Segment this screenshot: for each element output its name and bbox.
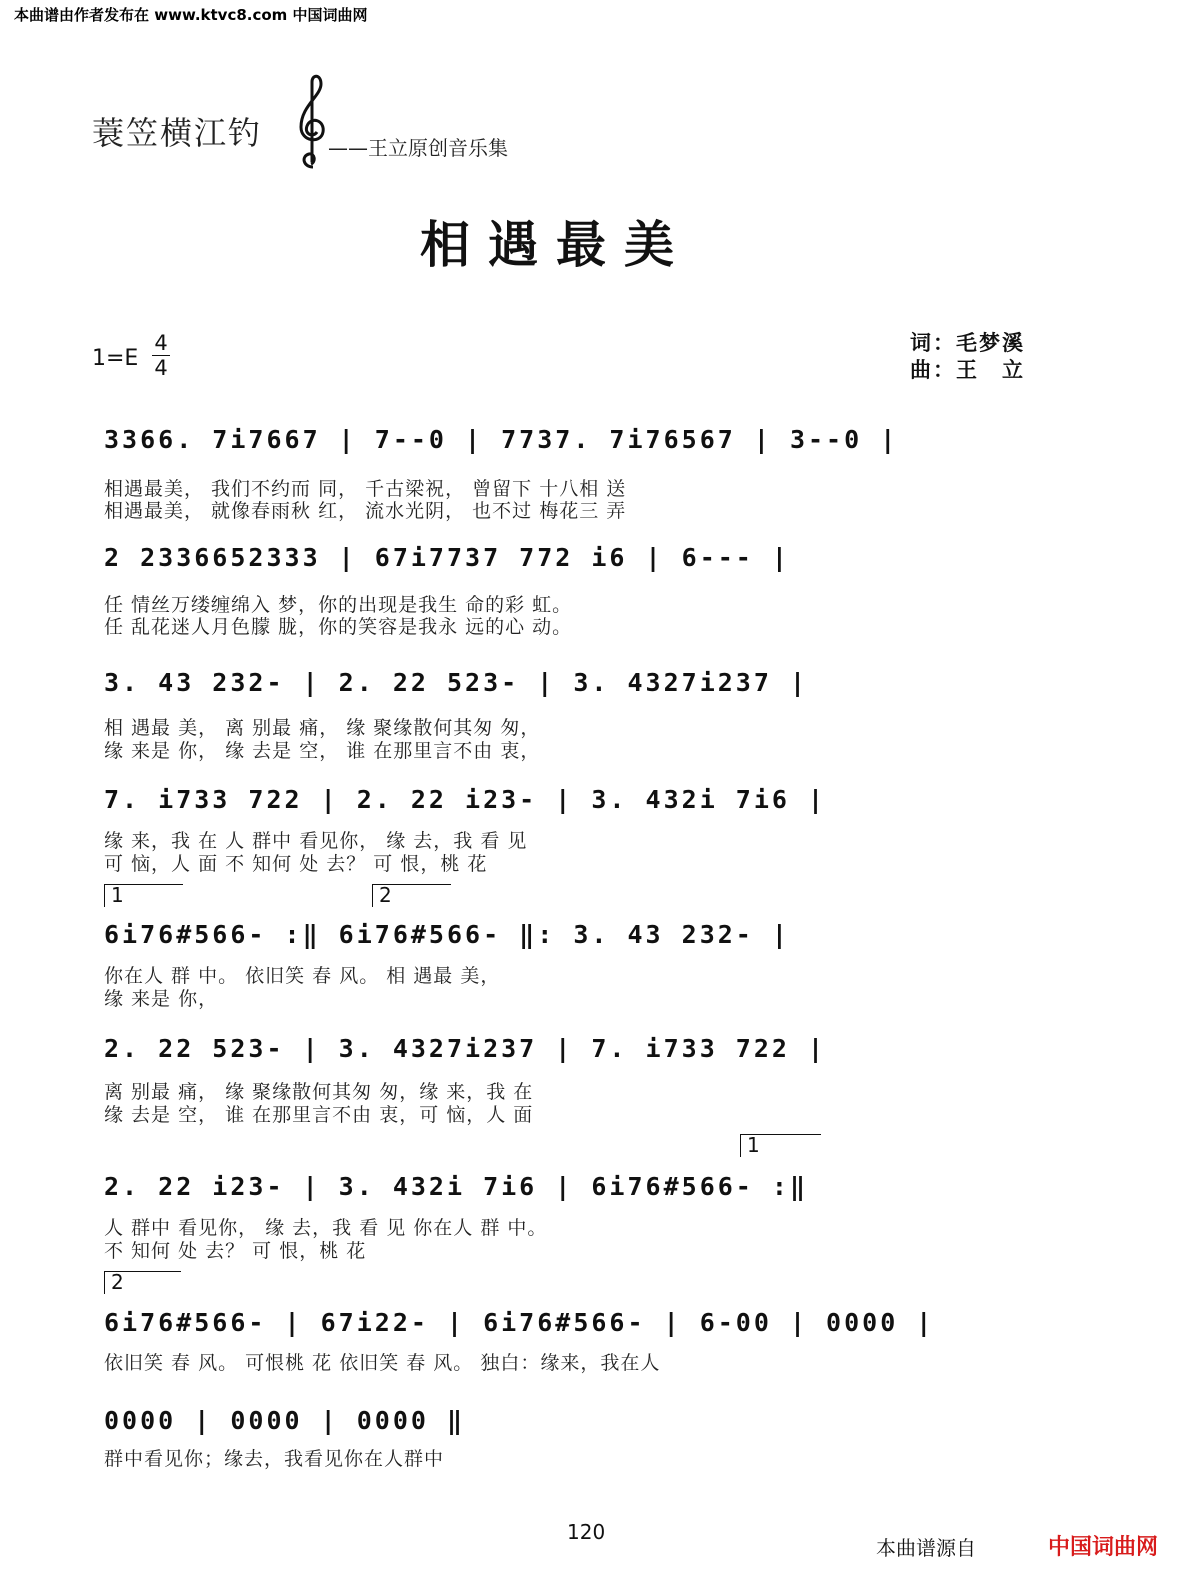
lyric-row-1-verse-2: 相遇最美， 就像春雨秋 红， 流水光阴， 也不过 梅花三 弄 (104, 500, 627, 522)
lyric-row-5-verse-1: 你在人 群 中。 依旧笑 春 风。 相 遇最 美， (104, 965, 501, 987)
volta-label: 1 (111, 883, 124, 907)
lyric-row-8-verse-1: 依旧笑 春 风。 可恨桃 花 依旧笑 春 风。 独白：缘来，我在人 (104, 1352, 661, 1374)
treble-clef-icon (295, 72, 329, 172)
notation-row-6: 2. 22 523- | 3. 4327i237 | 7. i733 722 | (104, 1034, 827, 1063)
lyric-row-2-verse-2: 任 乱花迷人月色朦 胧，你的笑容是我永 远的心 动。 (104, 616, 573, 638)
lyric-row-3-verse-1: 相 遇最 美， 离 别最 痛， 缘 聚缘散何其匆 匆， (104, 717, 541, 739)
notation-row-9: 0000 | 0000 | 0000 ‖ (104, 1406, 466, 1435)
notation-row-1: 3366. 7i7667 | 7--0 | 7737. 7i76567 | 3--0 | (104, 425, 899, 454)
lyricist-credit: 词：毛梦溪 (910, 330, 1025, 355)
book-subtitle: ——王立原创音乐集 (328, 136, 508, 160)
lyric-row-1-verse-1: 相遇最美， 我们不约而 同， 千古梁祝， 曾留下 十八相 送 (104, 478, 627, 500)
notation-row-5: 6i76#566- :‖ 6i76#566- ‖: 3. 43 232- | (104, 920, 790, 949)
time-signature-top: 4 (154, 331, 168, 355)
lyric-row-6-verse-2: 缘 去是 空， 谁 在那里言不由 衷，可 恼，人 面 (104, 1104, 534, 1126)
lyric-row-2-verse-1: 任 情丝万缕缠绵入 梦，你的出现是我生 命的彩 虹。 (104, 594, 573, 616)
site-logo-text[interactable]: 中国词曲网 (1048, 1535, 1159, 1560)
page-number: 120 (567, 1520, 606, 1544)
volta-label: 1 (747, 1133, 760, 1157)
notation-row-8: 6i76#566- | 67i22- | 6i76#566- | 6-00 | 0000 | (104, 1308, 935, 1337)
composer-credit: 曲：王 立 (910, 357, 1025, 382)
key-signature: 1=E (92, 346, 139, 371)
lyric-row-5-verse-2: 缘 来是 你， (104, 988, 219, 1010)
time-signature (152, 332, 170, 379)
first-ending-bracket-2 (740, 1134, 821, 1157)
publisher-note: 本曲谱由作者发布在 www.ktvc8.com 中国词曲网 (14, 6, 368, 24)
time-signature-bottom: 4 (154, 356, 168, 380)
song-title: 相遇最美 (420, 215, 692, 274)
notation-row-4: 7. i733 722 | 2. 22 i23- | 3. 432i 7i6 | (104, 785, 827, 814)
book-series-title: 蓑笠横江钓 (92, 114, 263, 152)
notation-row-2: 2 2336652333 | 67i7737 772 i6 | 6--- | (104, 543, 790, 572)
lyric-row-7-verse-1: 人 群中 看见你， 缘 去，我 看 见 你在人 群 中。 (104, 1217, 548, 1239)
lyric-row-4-verse-2: 可 恼，人 面 不 知何 处 去？ 可 恨，桃 花 (104, 853, 488, 875)
lyric-row-4-verse-1: 缘 来，我 在 人 群中 看见你， 缘 去，我 看 见 (104, 830, 528, 852)
lyric-row-3-verse-2: 缘 来是 你， 缘 去是 空， 谁 在那里言不由 衷， (104, 740, 541, 762)
lyric-row-7-verse-2: 不 知何 处 去？ 可 恨，桃 花 (104, 1240, 367, 1262)
source-note: 本曲谱源自 (876, 1536, 976, 1560)
notation-row-7: 2. 22 i23- | 3. 432i 7i6 | 6i76#566- :‖ (104, 1172, 808, 1201)
second-ending-bracket (372, 884, 451, 907)
lyric-row-6-verse-1: 离 别最 痛， 缘 聚缘散何其匆 匆，缘 来，我 在 (104, 1081, 534, 1103)
notation-row-3: 3. 43 232- | 2. 22 523- | 3. 4327i237 | (104, 668, 808, 697)
lyric-row-9-verse-1: 群中看见你；缘去，我看见你在人群中 (104, 1448, 445, 1470)
first-ending-bracket (104, 884, 183, 907)
volta-label: 2 (111, 1270, 124, 1294)
volta-label: 2 (379, 883, 392, 907)
second-ending-bracket-2 (104, 1271, 181, 1294)
